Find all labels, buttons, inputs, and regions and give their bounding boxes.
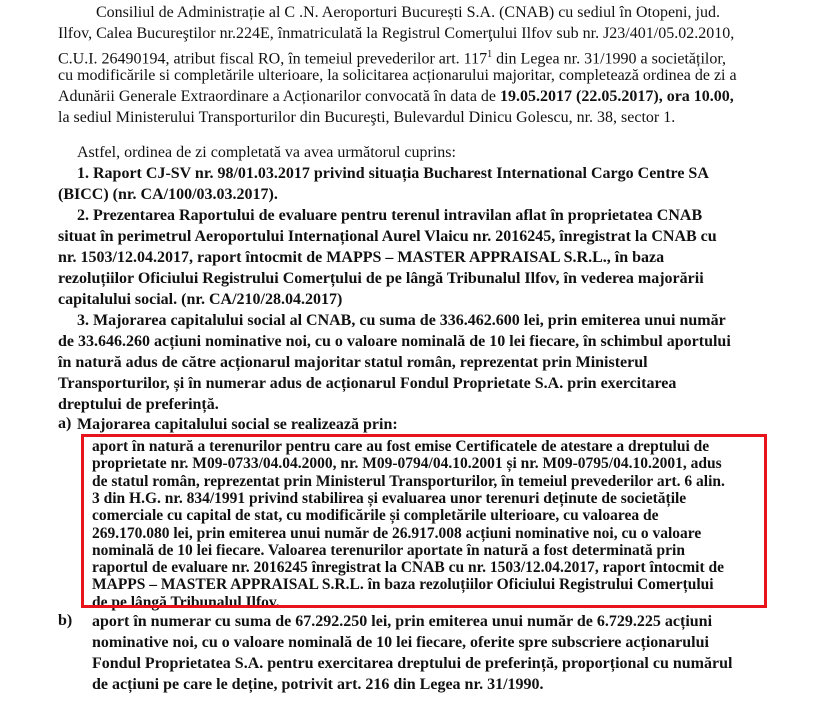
item-3-line-4: Transporturilor, și în numerar adus de acționarul Fondul Proprietate S.A. prin exercitarea [58,375,677,392]
intro-line-3-text: C.U.I. 26490194, atribut fiscal RO, în temeiul prevederilor art. 117 [58,50,488,68]
capital-increase-heading: Majorarea capitalului social se realizează prin: [77,416,398,433]
intro-line-4: cu modificările si completările ulterioare, la solicitarea acționarului majoritar, completează ordinea de zi a [58,67,737,84]
agenda-intro: Astfel, ordinea de zi completată va avea următorul cuprins: [77,144,456,161]
point-b-line-3: Fondul Proprietatea S.A. pentru exercitarea dreptului de preferință, proporțional cu numărul [92,655,733,672]
point-a-line-2: proprietate nr. M09-0733/04.04.2000, nr. M09-0794/04.10.2001 și nr. M09-0795/04.10.2001, adus [92,455,722,473]
item-3-line-2: de 33.646.260 acțiuni nominative noi, cu o valoare nominală de 10 lei fiecare, în schimbul aportului [58,333,731,350]
item-2-line-4: rezoluțiilor Oficiului Registrului Comerțului de pe lângă Tribunalul Ilfov, în vederea majorării [58,270,704,287]
meeting-date: 19.05.2017 (22.05.2017), ora 10.00, [500,88,734,105]
intro-line-5 [58,87,734,106]
item-2-line-2: situat în perimetrul Aeroportului Internațional Aurel Vlaicu nr. 2016245, înregistrat la CNAB cu [58,228,717,245]
intro-line-5-text: Adunării Generale Extraordinare a Acționarilor convocată în data de [58,88,497,105]
intro-line-1: Consiliul de Administrație al C .N. Aeroporturi București S.A. (CNAB) cu sediul în Otopeni, jud. [96,4,720,21]
item-3-line-5: dreptului de preferință. [58,396,219,413]
item-2-line-5: capitalului social. (nr. CA/210/28.04.2017) [58,291,343,308]
point-a-line-3: de statul român, reprezentat prin Ministerul Transporturilor, în temeiul prevederilor art. 6 alin. [92,472,725,490]
point-a-line-8: raportul de evaluare nr. 2016245 înregistrat la CNAB cu nr. 1503/12.04.2017, raport întocmit de [92,559,725,577]
item-1-line-2: (BICC) (nr. CA/100/03.03.2017). [58,186,278,203]
point-a-line-1: aport în natură a terenurilor pentru care au fost emise Certificatele de atestare a dreptului de [92,438,710,455]
point-a-line-7: nominală de 10 lei fiecare. Valoarea terenurilor aportate în natură a fost determinată prin [92,541,685,559]
point-b-line-2: nominative noi, cu o valoare nominală de 10 lei fiecare, oferite spre subscriere acționarului [92,634,709,651]
item-2-line-3: nr. 1503/12.04.2017, raport întocmit de MAPPS – MASTER APPRAISAL S.R.L., în baza [58,249,665,266]
superscript: 1 [487,49,493,60]
point-a-line-9: MAPPS – MASTER APPRAISAL S.R.L. în baza rezoluțiilor Oficiului Registrului Comerțului [92,576,714,594]
item-1-line-1: 1. Raport CJ-SV nr. 98/01.03.2017 privind situația Bucharest International Cargo Centre SA [77,165,709,182]
item-2-line-1: 2. Prezentarea Raportului de evaluare pentru terenul intravilan aflat în proprietatea CNAB [77,207,703,224]
point-a-line-10: de pe lângă Tribunalul Ilfov. [92,593,280,611]
point-a-label: a) [58,415,72,432]
intro-line-6: la sediul Ministerului Transporturilor din Bucureşti, Bulevardul Dinicu Golescu, nr. 38, sector 1. [58,109,676,126]
point-b-label: b) [58,612,73,629]
intro-line-2: Ilfov, Calea Bucureştilor nr.224E, înmatriculată la Registrul Comerţului Ilfov sub nr. J23/401/05.02.2010, [58,25,735,42]
item-3-line-3: în natură adus de către acționarul majoritar statul român, reprezentat prin Ministerul [58,354,648,371]
point-b-line-1: aport în numerar cu suma de 67.292.250 lei, prin emiterea unui număr de 6.729.225 acțiuni [92,613,713,630]
intro-line-3 [58,45,726,68]
highlight-box [81,434,767,608]
point-a-line-6: 269.170.080 lei, prin emiterea unui număr de 26.917.008 acțiuni nominative noi, cu o valoare [92,524,702,542]
point-a-line-5: comerciale cu capital de stat, cu modificările și completările ulterioare, cu valoarea de [92,507,659,525]
point-a-line-4: 3 din H.G. nr. 834/1991 privind stabilirea și evaluarea unor terenuri deținute de societățile [92,489,687,507]
intro-line-3-rest: din Legea nr. 31/1990 a societăților, [492,50,727,68]
point-b-line-4: de acțiuni pe care le deține, potrivit art. 216 din Legea nr. 31/1990. [92,676,544,693]
item-3-line-1: 3. Majorarea capitalului social al CNAB, cu suma de 336.462.600 lei, prin emiterea unui număr [77,312,726,329]
